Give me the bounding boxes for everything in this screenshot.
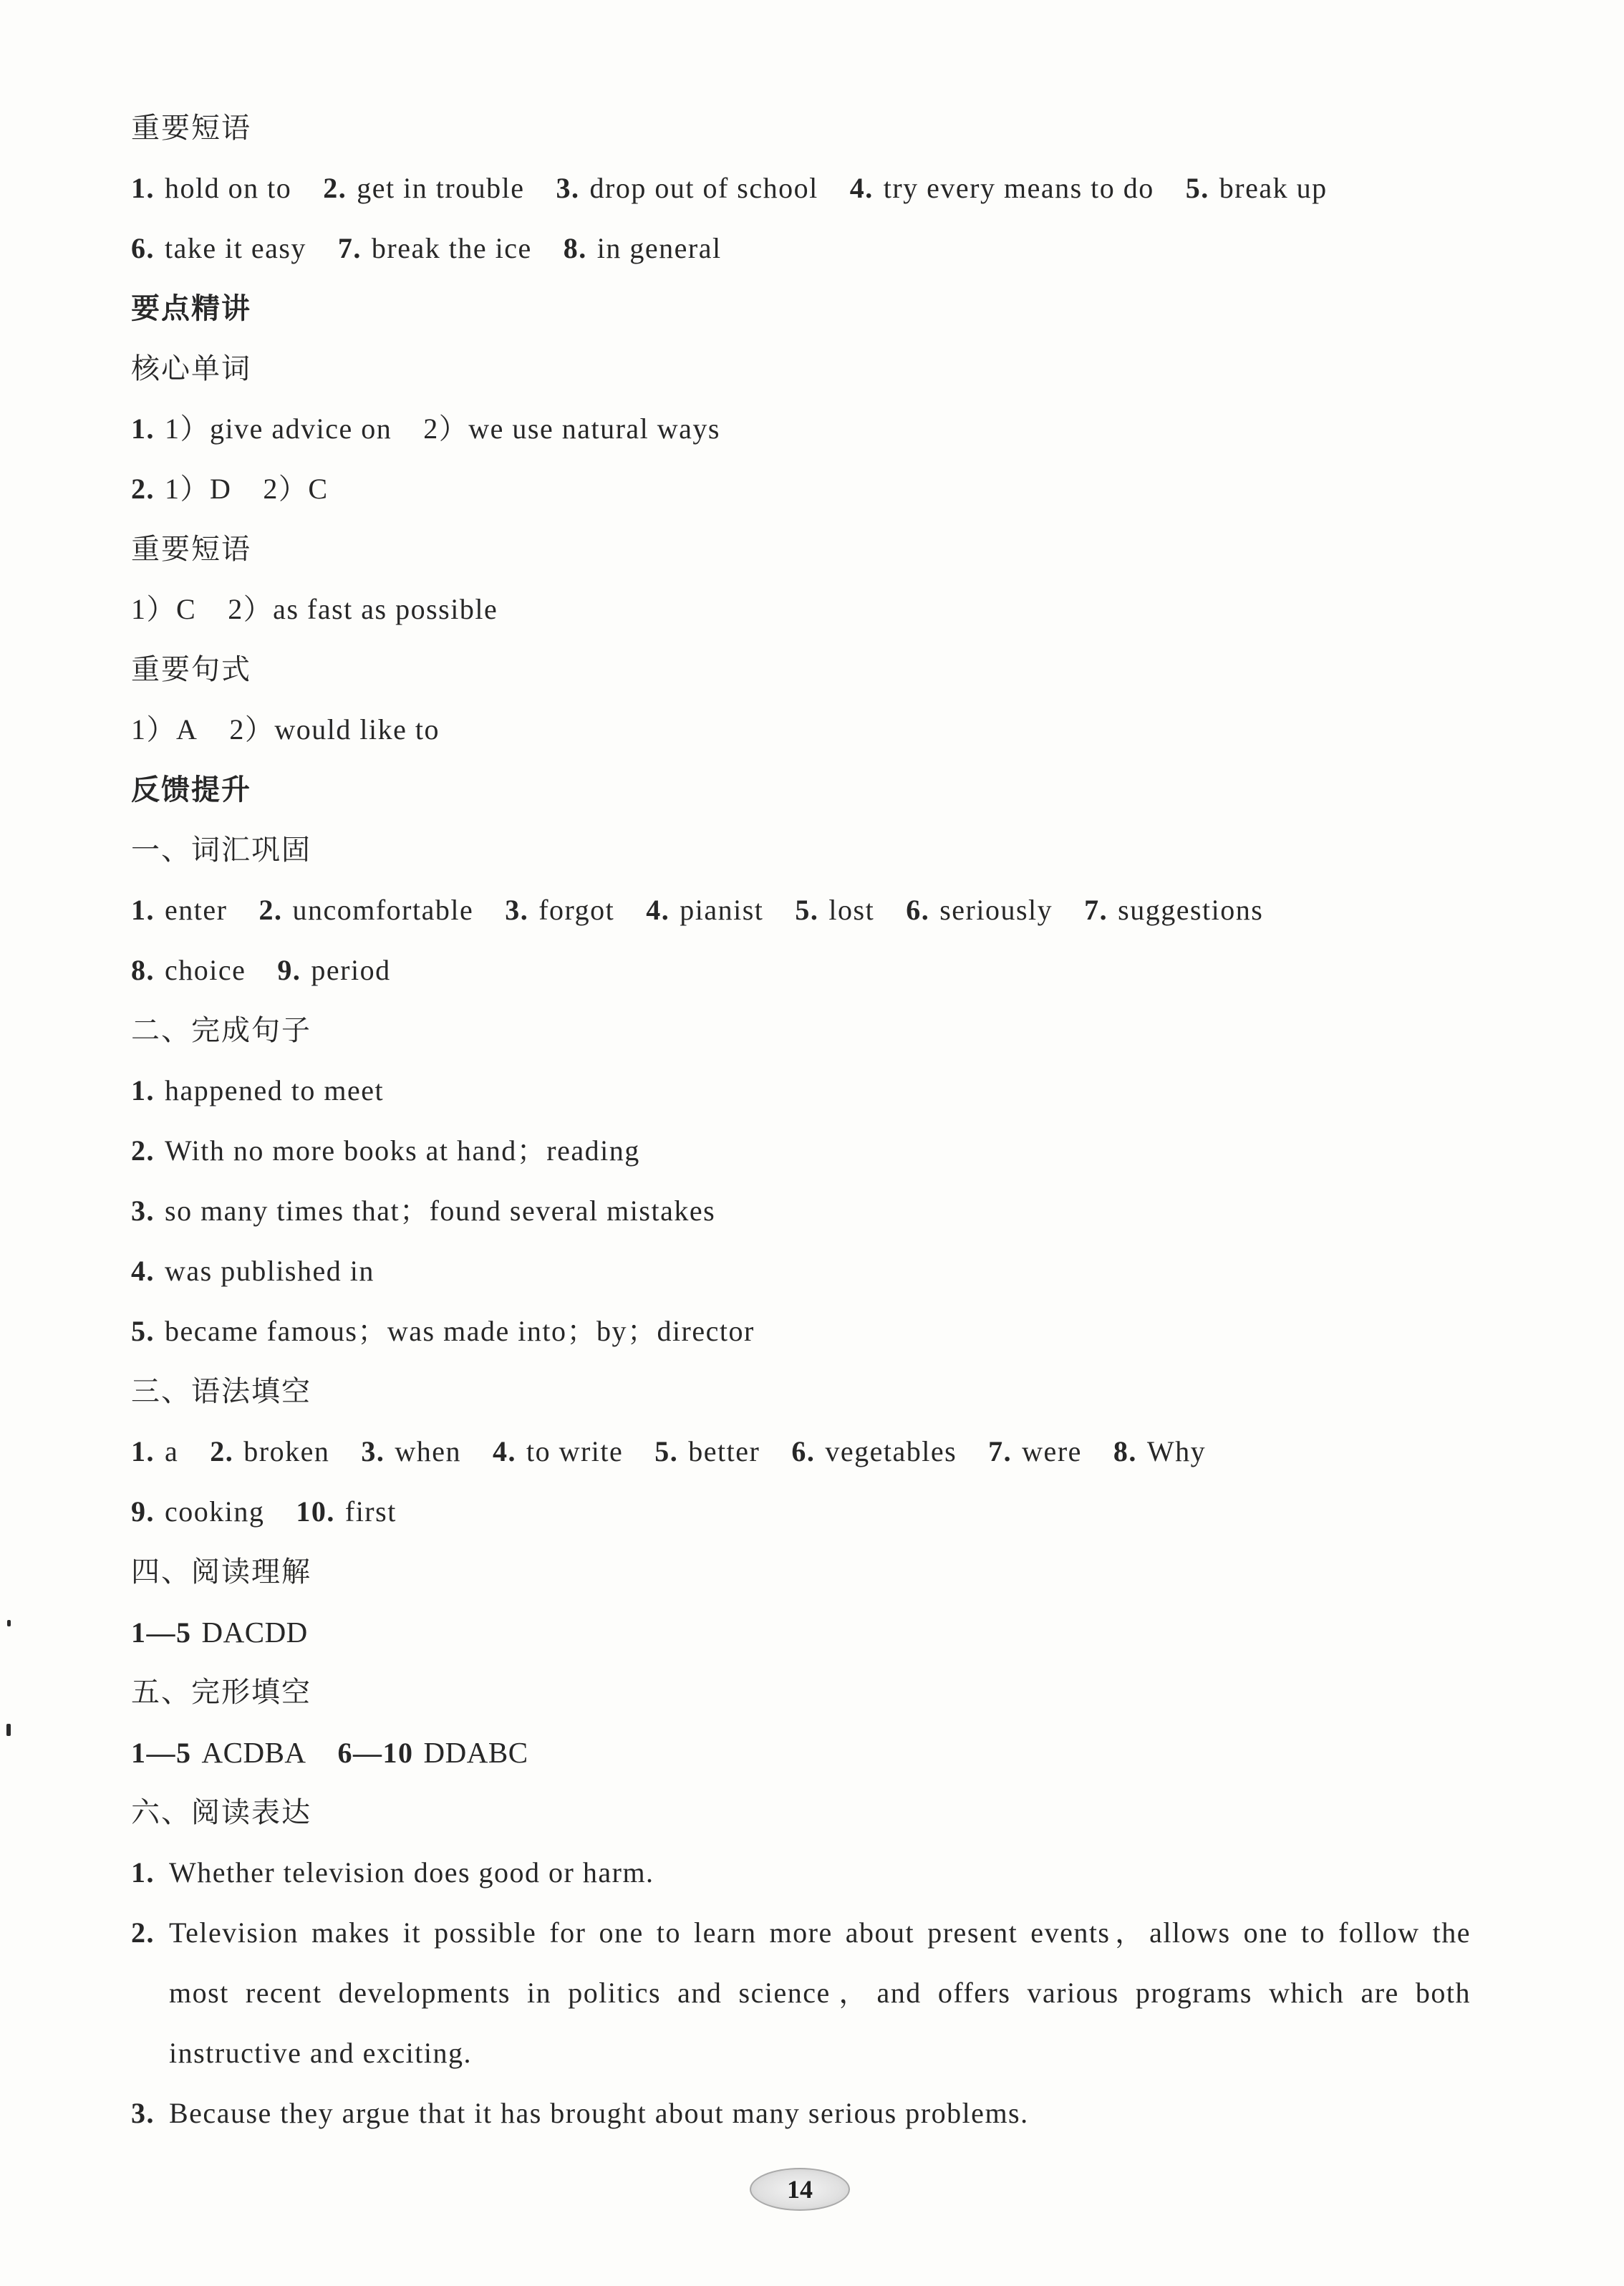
answer-number: 3. — [131, 2097, 155, 2129]
answer-text: period — [311, 954, 391, 986]
answer-range: 6—10 — [337, 1737, 414, 1769]
answer-item — [131, 172, 291, 204]
answer-number: 10. — [296, 1495, 335, 1528]
answer-text: was published in — [165, 1255, 374, 1287]
scan-speck — [6, 1724, 11, 1736]
answer-text: take it easy — [165, 232, 306, 264]
answer-number: 6. — [906, 894, 930, 926]
answer-line — [131, 579, 1492, 640]
scan-speck — [7, 1620, 11, 1626]
answer-number: 1. — [131, 894, 155, 926]
answer-line — [131, 880, 1492, 940]
answer-number: 1. — [131, 1435, 155, 1467]
answer-text: drop out of school — [589, 172, 818, 204]
subheading-reading-comprehension: 四、阅读理解 — [131, 1556, 311, 1588]
answer-item — [564, 232, 722, 264]
answer-text: hold on to — [165, 172, 292, 204]
answer-block — [131, 1903, 1492, 2083]
answer-item — [210, 1435, 329, 1467]
answer-text: choice — [165, 954, 246, 986]
answer-item — [338, 232, 532, 264]
answer-item — [850, 172, 1154, 204]
answer-line — [131, 1301, 1492, 1361]
answer-line — [131, 399, 1492, 459]
section-heading-key-points: 要点精讲 — [131, 292, 251, 324]
answer-line — [131, 1061, 1492, 1121]
subheading-important-phrases: 重要短语 — [131, 533, 251, 565]
answer-line — [131, 1722, 1492, 1783]
answer-number: 1. — [131, 413, 155, 445]
answer-number: 6. — [131, 232, 155, 264]
answer-text: forgot — [538, 894, 615, 926]
answer-text: With no more books at hand；reading — [165, 1134, 640, 1167]
answer-item — [258, 894, 473, 926]
answer-text: became famous；was made into；by；director — [165, 1315, 755, 1347]
answer-text: happened to meet — [165, 1074, 385, 1106]
answer-line — [131, 459, 1492, 519]
answer-number: 5. — [131, 1315, 155, 1347]
answer-text-line: most recent developments in politics and science，and offers various programs which are both — [169, 1977, 1471, 2009]
answer-number: 4. — [849, 172, 874, 204]
answer-item — [338, 1737, 528, 1769]
answer-text-line: instructive and exciting. — [169, 2037, 472, 2069]
answer-number: 1. — [131, 172, 155, 204]
answer-line — [131, 1602, 1492, 1662]
answer-line — [131, 218, 1492, 279]
subheading-complete-sentences: 二、完成句子 — [131, 1014, 311, 1046]
subheading-important-phrases: 重要短语 — [131, 112, 251, 144]
answer-line — [131, 1181, 1492, 1241]
answer-number: 3. — [131, 1195, 155, 1227]
answer-text-line: Whether television does good or harm. — [169, 1856, 654, 1889]
answer-line — [131, 158, 1492, 218]
subheading-reading-expression: 六、阅读表达 — [131, 1796, 311, 1828]
answer-number: 2. — [131, 473, 155, 505]
answer-line — [131, 1121, 1492, 1181]
answer-line — [131, 940, 1492, 1000]
answer-text: in general — [596, 232, 722, 264]
section-heading-feedback: 反馈提升 — [131, 773, 251, 806]
answer-text: uncomfortable — [292, 894, 474, 926]
answer-number: 7. — [988, 1435, 1012, 1467]
answer-text: lost — [828, 894, 875, 926]
answer-number: 4. — [131, 1255, 155, 1287]
answer-number: 2. — [258, 894, 283, 926]
answer-line — [131, 700, 1492, 760]
answer-text: get in trouble — [357, 172, 525, 204]
answer-parts — [165, 413, 720, 445]
answer-item — [131, 1737, 306, 1769]
answer-number: 2. — [323, 172, 347, 204]
answer-number: 5. — [654, 1435, 679, 1467]
answer-text-line: Television makes it possible for one to learn more about present events，allows one to follow the — [169, 1916, 1471, 1949]
answer-part: 2）would like to — [229, 713, 440, 746]
answer-text: so many times that；found several mistakes — [165, 1195, 716, 1227]
answer-line — [131, 1422, 1492, 1482]
answer-block — [131, 1843, 1492, 1903]
answer-part: 1）D — [165, 473, 232, 505]
answer-number: 3. — [556, 172, 580, 204]
answer-number: 8. — [563, 232, 587, 264]
answer-item — [131, 1435, 178, 1467]
answer-item — [791, 1435, 957, 1467]
answer-text: pianist — [680, 894, 764, 926]
page-content — [131, 98, 1492, 2143]
answer-item — [131, 232, 306, 264]
page-number-badge: 14 — [750, 2168, 850, 2211]
answer-number: 3. — [361, 1435, 385, 1467]
answer-item — [988, 1435, 1082, 1467]
subheading-cloze: 五、完形填空 — [131, 1676, 311, 1708]
answer-text-line: Because they argue that it has brought about many serious problems. — [169, 2097, 1029, 2129]
answer-text: when — [395, 1435, 461, 1467]
answer-parts — [165, 473, 329, 505]
subheading-grammar-fill: 三、语法填空 — [131, 1375, 311, 1407]
answer-range: 1—5 — [131, 1616, 192, 1649]
answer-text: broken — [243, 1435, 330, 1467]
answer-line — [131, 1241, 1492, 1301]
answer-number: 7. — [1084, 894, 1108, 926]
answer-number: 1. — [131, 1856, 155, 1889]
answer-item — [1084, 894, 1263, 926]
answer-item — [1186, 172, 1328, 204]
answer-item — [296, 1495, 396, 1528]
answer-part: 2）as fast as possible — [228, 593, 498, 625]
answer-item — [131, 1616, 308, 1649]
answer-item — [493, 1435, 623, 1467]
answer-part: 1）A — [131, 713, 198, 746]
answer-number: 4. — [646, 894, 670, 926]
answer-text: suggestions — [1118, 894, 1264, 926]
answer-number: 9. — [131, 1495, 155, 1528]
subheading-important-sentences: 重要句式 — [131, 653, 251, 685]
answer-text: better — [688, 1435, 760, 1467]
answer-item — [131, 954, 246, 986]
answer-number: 6. — [791, 1435, 816, 1467]
answer-part: 1）C — [131, 593, 197, 625]
answer-item — [1113, 1435, 1206, 1467]
answer-item — [131, 1495, 264, 1528]
answer-text: cooking — [165, 1495, 265, 1528]
answer-text: break up — [1219, 172, 1328, 204]
answer-item — [646, 894, 763, 926]
answer-text: seriously — [939, 894, 1053, 926]
answer-item — [654, 1435, 760, 1467]
subheading-vocabulary: 一、词汇巩固 — [131, 834, 311, 866]
answer-number: 2. — [131, 1916, 155, 1949]
answer-text: a — [165, 1435, 179, 1467]
answer-block — [131, 2083, 1492, 2143]
answer-number: 5. — [795, 894, 819, 926]
answer-text: Why — [1146, 1435, 1207, 1467]
answer-number: 9. — [277, 954, 301, 986]
answer-text: were — [1022, 1435, 1082, 1467]
answer-number: 7. — [337, 232, 362, 264]
answer-part: 1）give advice on — [165, 413, 392, 445]
answer-item — [323, 172, 524, 204]
answer-item — [795, 894, 874, 926]
answer-text: enter — [165, 894, 228, 926]
answer-item — [556, 172, 818, 204]
answer-item — [361, 1435, 461, 1467]
answer-item — [277, 954, 390, 986]
answer-letters: DACDD — [201, 1616, 308, 1649]
answer-number: 1. — [131, 1074, 155, 1106]
answer-letters: DDABC — [423, 1736, 528, 1769]
answer-text: first — [344, 1495, 397, 1528]
answer-range: 1—5 — [131, 1737, 192, 1769]
answer-part: 2）we use natural ways — [423, 413, 720, 445]
answer-number: 8. — [1113, 1435, 1137, 1467]
answer-number: 4. — [492, 1435, 516, 1467]
answer-number: 2. — [131, 1134, 155, 1167]
answer-line — [131, 1482, 1492, 1542]
answer-text: try every means to do — [883, 172, 1154, 204]
answer-letters: ACDBA — [201, 1736, 306, 1769]
answer-text: to write — [526, 1435, 624, 1467]
answer-text: vegetables — [825, 1435, 957, 1467]
answer-part: 2）C — [263, 473, 329, 505]
answer-number: 3. — [505, 894, 529, 926]
answer-number: 5. — [1185, 172, 1209, 204]
answer-item — [505, 894, 614, 926]
subheading-core-words: 核心单词 — [131, 352, 251, 385]
answer-number: 2. — [210, 1435, 234, 1467]
answer-item — [906, 894, 1053, 926]
answer-number: 8. — [131, 954, 155, 986]
answer-text: break the ice — [371, 232, 532, 264]
answer-item — [131, 894, 227, 926]
